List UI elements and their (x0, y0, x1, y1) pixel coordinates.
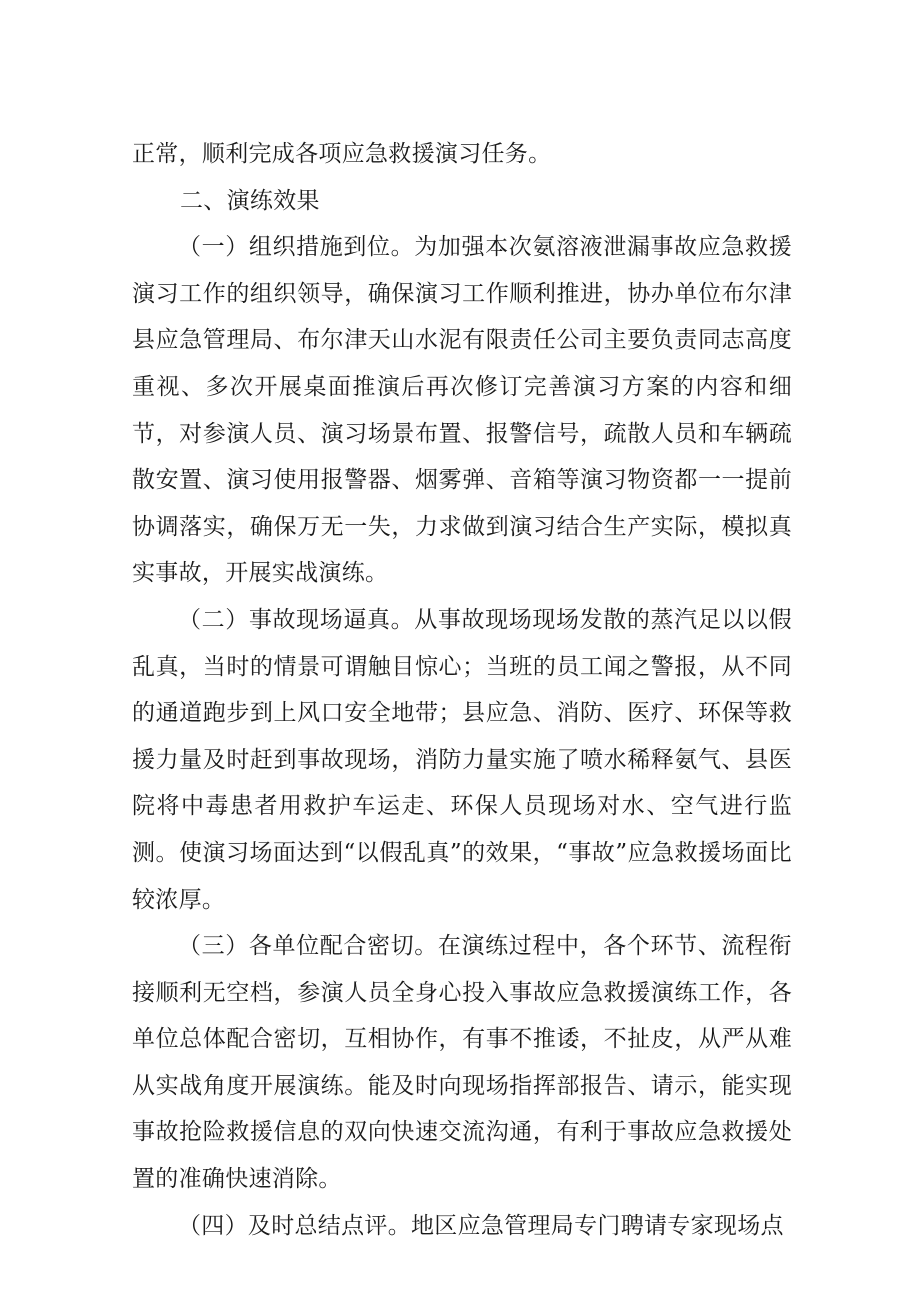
section-heading: 二、演练效果 (180, 187, 320, 214)
document-body (132, 131, 792, 1249)
lead-line: 正常，顺利完成各项应急救援演习任务。 (132, 141, 552, 167)
paragraph-scene: （二）事故现场逼真。从事故现场现场发散的蒸汽足以以假乱真，当时的情景可谓触目惊心；当班的员工闻之警报，从不同的通道跑步到上风口安全地带；县应急、消防、医疗、环保等救援力量及时赶到事故现场，消防力量实施了喷水稀释氨气、县医院将中毒患者用救护车运走、环保人员现场对水、空气进行监测。使演习场面达到“以假乱真”的效果，“事故”应急救援场面比较浓厚。 (132, 606, 792, 913)
paragraph-organization: （一）组织措施到位。为加强本次氨溶液泄漏事故应急救援演习工作的组织领导，确保演习工作顺利推进，协办单位布尔津县应急管理局、布尔津天山水泥有限责任公司主要负责同志高度重视、多次开展桌面推演后再次修订完善演习方案的内容和细节，对参演人员、演习场景布置、报警信号，疏散人员和车辆疏散安置、演习使用报警器、烟雾弹、音箱等演习物资都一一提前协调落实，确保万无一失，力求做到演习结合生产实际，模拟真实事故，开展实战演练。 (132, 234, 792, 587)
paragraph-coordination: （三）各单位配合密切。在演练过程中，各个环节、流程衔接顺利无空档，参演人员全身心投入事故应急救援演练工作，各单位总体配合密切，互相协作，有事不推诿，不扯皮，从严从难从实战角度开展演练。能及时向现场指挥部报告、请示，能实现事故抢险救援信息的双向快速交流沟通，有利于事故应急救援处置的准确快速消除。 (132, 933, 792, 1193)
paragraph-review: （四）及时总结点评。地区应急管理局专门聘请专家现场点 (178, 1212, 784, 1239)
